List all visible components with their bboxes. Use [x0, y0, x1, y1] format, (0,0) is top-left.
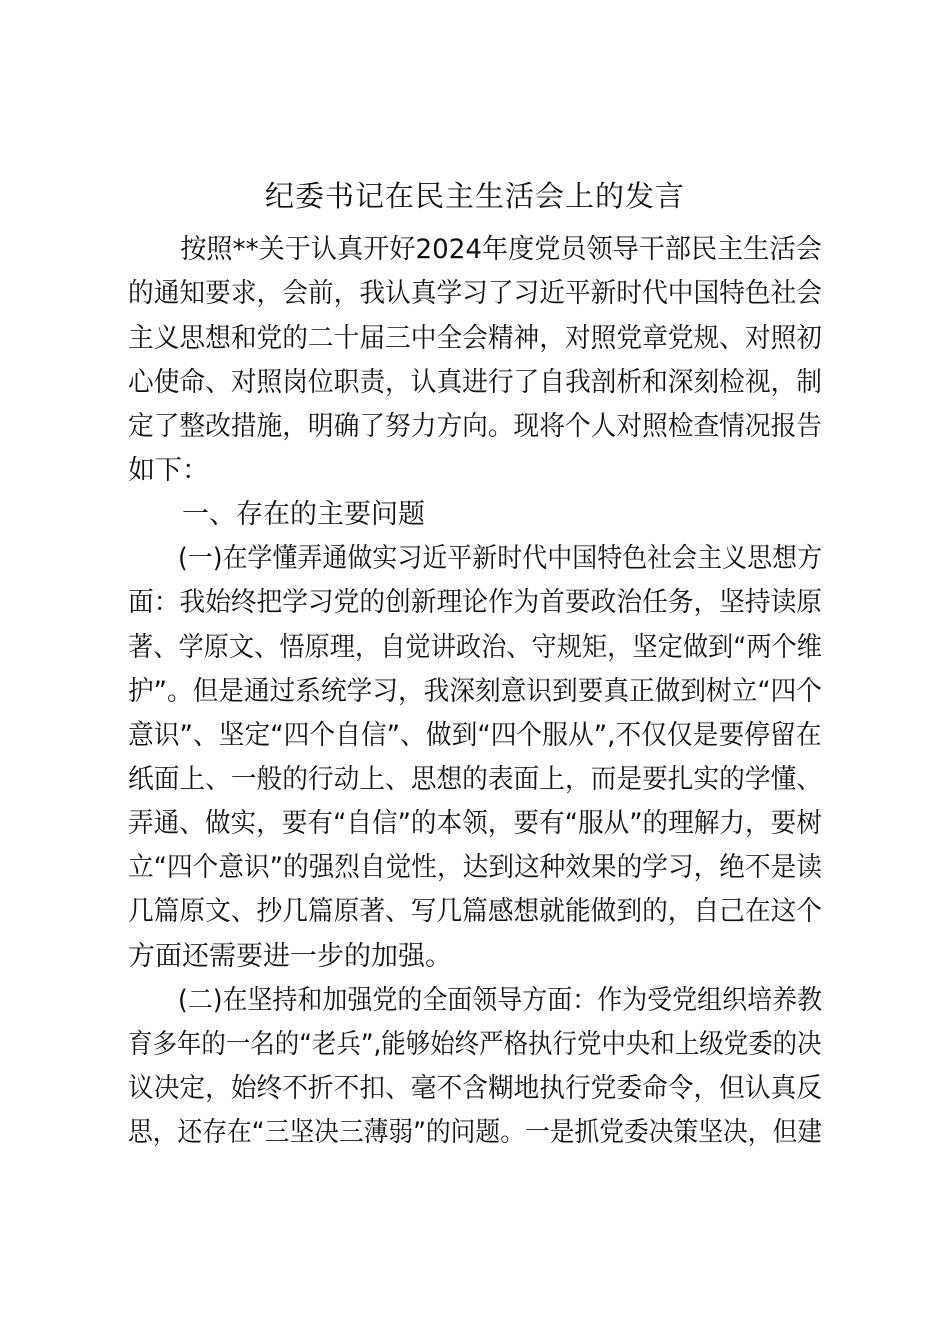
- paragraph-line: 面：我始终把学习党的创新理论作为首要政治任务，坚持读原: [128, 587, 822, 618]
- section-heading: 一、存在的主要问题: [128, 499, 425, 530]
- paragraph-line: 定了整改措施，明确了努力方向。现将个人对照检查情况报告: [128, 411, 822, 442]
- paragraph-line: 育多年的一名的“老兵”,能够始终严格执行党中央和上级党委的决: [128, 1029, 822, 1060]
- paragraph-line: 思，还存在“三坚决三薄弱”的问题。一是抓党委决策坚决，但建: [128, 1117, 822, 1148]
- paragraph-line: 护”。但是通过系统学习，我深刻意识到要真正做到树立“四个: [128, 676, 822, 707]
- document-title: 纪委书记在民主生活会上的发言: [264, 179, 685, 213]
- paragraph-line: 立“四个意识”的强烈自觉性，达到这种效果的学习，绝不是读: [128, 852, 822, 883]
- paragraph-line: 弄通、做实，要有“自信”的本领，要有“服从”的理解力，要树: [128, 808, 822, 839]
- paragraph-line: 几篇原文、抄几篇原著、写几篇感想就能做到的，自己在这个: [128, 896, 822, 927]
- paragraph-line: 意识”、坚定“四个自信”、做到“四个服从”,不仅仅是要停留在: [128, 720, 822, 751]
- paragraph-line: 方面还需要进一步的加强。: [128, 941, 452, 972]
- paragraph-line: 按照**关于认真开好2024年度党员领导干部民主生活会: [128, 234, 822, 265]
- paragraph-line: 的通知要求，会前，我认真学习了习近平新时代中国特色社会: [128, 278, 822, 309]
- paragraph-line: (一)在学懂弄通做实习近平新时代中国特色社会主义思想方: [128, 543, 823, 574]
- paragraph-line: 议决定，始终不折不扣、毫不含糊地执行党委命令，但认真反: [128, 1073, 822, 1104]
- paragraph-line: 如下：: [128, 455, 209, 486]
- paragraph-line: 心使命、对照岗位职责，认真进行了自我剖析和深刻检视，制: [128, 367, 822, 398]
- paragraph-line: (二)在坚持和加强党的全面领导方面：作为受党组织培养教: [128, 985, 823, 1016]
- paragraph-line: 纸面上、一般的行动上、思想的表面上，而是要扎实的学懂、: [128, 764, 822, 795]
- paragraph-line: 著、学原文、悟原理，自觉讲政治、守规矩，坚定做到“两个维: [128, 632, 822, 663]
- paragraph-line: 主义思想和党的二十届三中全会精神，对照党章党规、对照初: [128, 323, 822, 354]
